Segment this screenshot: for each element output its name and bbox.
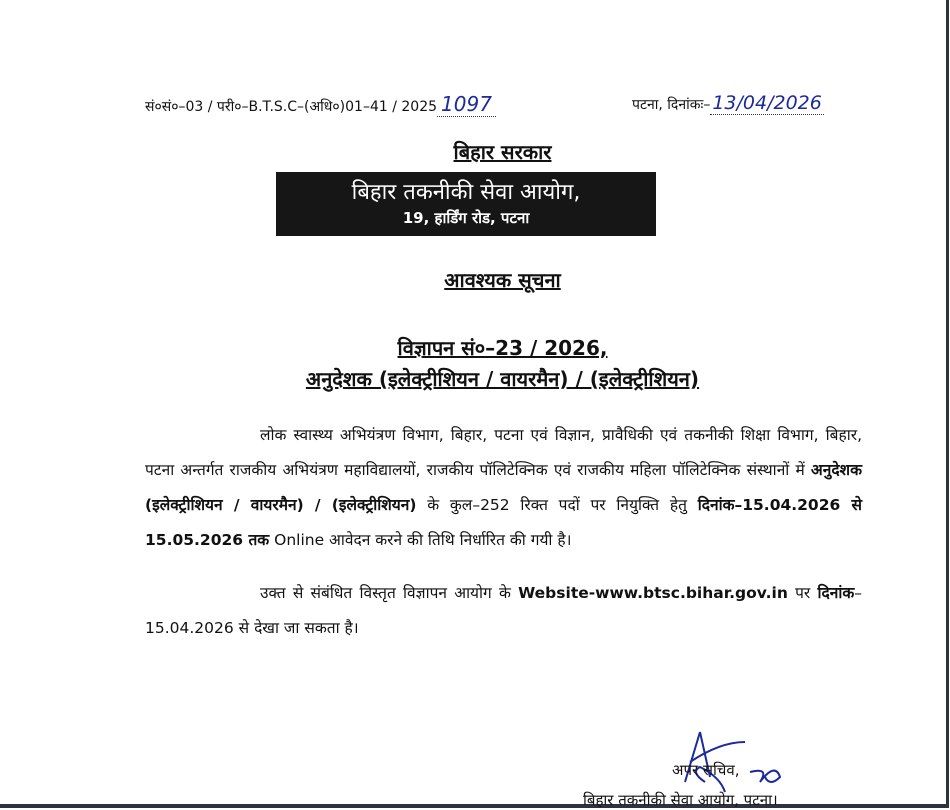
advertisement-title — [0, 333, 950, 395]
text: के कुल–252 रिक्त पदों पर नियुक्ति हेतु — [416, 496, 698, 514]
post-name: अनुदेशक (इलेक्ट्रीशियन / वायरमैन) / (इलेक्ट्रीशियन) — [305, 367, 700, 391]
commission-name: बिहार तकनीकी सेवा आयोग, — [351, 180, 581, 205]
bold-text: दिनांक — [817, 584, 855, 602]
paragraph-2 — [145, 576, 862, 646]
handwritten-date: 13/04/2026 — [712, 92, 822, 114]
website-link: Website-www.btsc.bihar.gov.in — [518, 584, 788, 602]
reference-number — [145, 92, 496, 116]
text: –15.04.2026 से देखा जा सकता है। — [145, 584, 862, 637]
bold-dates: दिनांक–15.04.2026 से 15.05.2026 तक — [145, 496, 862, 549]
ref-text: सं०सं०–03 / परी०–B.T.S.C–(अधि०)01–41 / 2025 — [145, 99, 438, 115]
signatory-office: बिहार तकनीकी सेवा आयोग, पटना। — [583, 791, 778, 809]
advertisement-number: विज्ञापन सं०–23 / 2026, — [397, 336, 608, 360]
signatory-designation: अपर सचिव, — [672, 761, 740, 779]
text: लोक स्वास्थ्य अभियंत्रण विभाग, बिहार, पटना एवं विज्ञान, प्रावैधिकी एवं तकनीकी शिक्षा विभाग, बिहार, पटना अन्तर्गत राजकीय अभियंत्रण महाविद्यालयों, राजकीय पॉलिटेक्निक एवं राजकीय महिला पॉलिटेक्निक संस्थानों में — [145, 426, 862, 479]
date-line — [632, 92, 824, 114]
text: Online आवेदन करने की तिथि निर्धारित की गयी है। — [269, 531, 572, 549]
commission-address: 19, हार्डिंग रोड, पटना — [402, 209, 530, 227]
handwritten-ref-number: 1097 — [437, 92, 496, 117]
date-label: पटना, दिनांकः– — [632, 97, 711, 113]
notice-title: आवश्यक सूचना — [444, 268, 561, 292]
text: उक्त से संबंधित विस्तृत विज्ञापन आयोग के — [260, 584, 519, 602]
commission-banner — [276, 172, 656, 236]
government-heading: बिहार सरकार — [453, 140, 552, 164]
text: पर — [787, 584, 818, 602]
notice-body — [145, 418, 862, 646]
paragraph-1 — [145, 418, 862, 558]
bold-text: अनुदेशक (इलेक्ट्रीशियन / वायरमैन) / (इलेक्ट्रीशियन) — [145, 461, 862, 514]
